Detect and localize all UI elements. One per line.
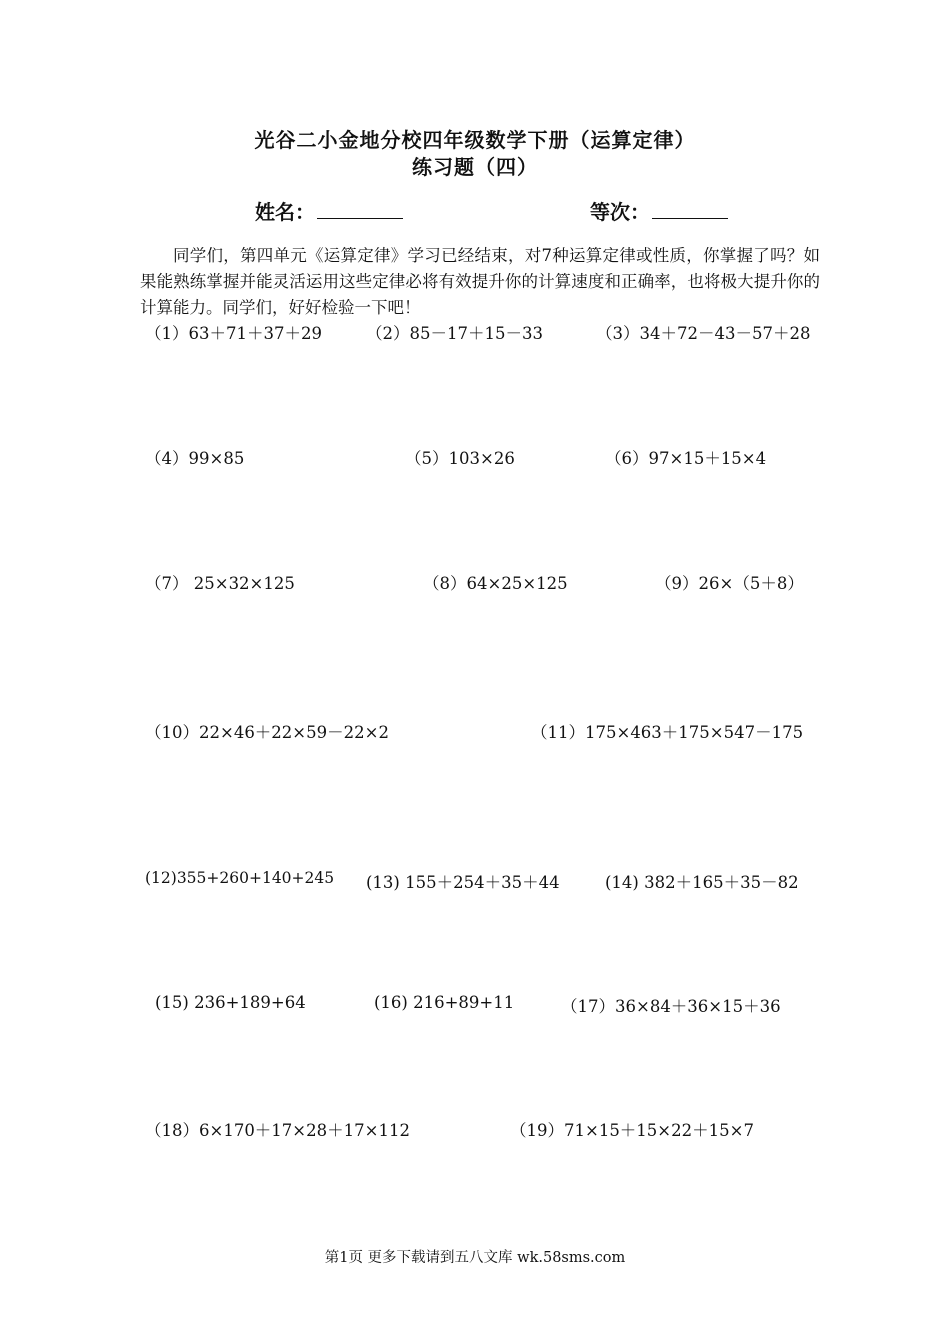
name-blank[interactable] xyxy=(317,196,403,219)
problem-15: (15) 236+189+64 xyxy=(155,993,306,1012)
problem-3: （3）34＋72－43－57＋28 xyxy=(596,324,811,343)
intro-paragraph: 同学们，第四单元《运算定律》学习已经结束，对7种运算定律或性质，你掌握了吗？如果能熟练掌握并能灵活运用这些定律必将有效提升你的计算速度和正确率，也将极大提升你的计算能力。同学们，好好检验一下吧！ xyxy=(140,246,820,317)
problem-2: （2）85－17＋15－33 xyxy=(366,324,543,343)
grade-blank[interactable] xyxy=(652,196,728,219)
problem-9: （9）26×（5＋8） xyxy=(655,574,804,593)
problem-13: (13) 155＋254＋35＋44 xyxy=(366,873,560,892)
problem-17: （17）36×84＋36×15＋36 xyxy=(561,997,781,1016)
grade-field xyxy=(590,196,728,225)
problem-12: (12)355+260+140+245 xyxy=(145,869,335,887)
problem-7: （7） 25×32×125 xyxy=(145,574,295,593)
problem-4: （4）99×85 xyxy=(145,449,245,468)
problem-18: （18）6×170＋17×28＋17×112 xyxy=(145,1121,410,1140)
problem-5: （5）103×26 xyxy=(405,449,515,468)
name-label: 姓名： xyxy=(255,200,315,224)
problem-6: （6）97×15＋15×4 xyxy=(605,449,767,468)
problem-10: （10）22×46＋22×59－22×2 xyxy=(145,723,389,742)
problem-8: （8）64×25×125 xyxy=(423,574,568,593)
problem-19: （19）71×15＋15×22＋15×7 xyxy=(510,1121,754,1140)
worksheet-title: 光谷二小金地分校四年级数学下册（运算定律） xyxy=(254,128,696,152)
page-footer: 第1页 更多下载请到五八文库 wk.58sms.com xyxy=(324,1250,626,1266)
problem-14: (14) 382＋165＋35－82 xyxy=(605,873,799,892)
name-field xyxy=(255,196,403,225)
worksheet-subtitle: 练习题（四） xyxy=(412,155,538,179)
problem-16: (16) 216+89+11 xyxy=(374,993,515,1012)
problem-11: （11）175×463＋175×547－175 xyxy=(531,723,804,742)
problem-1: （1）63＋71＋37＋29 xyxy=(145,324,322,343)
grade-label: 等次： xyxy=(590,200,650,224)
